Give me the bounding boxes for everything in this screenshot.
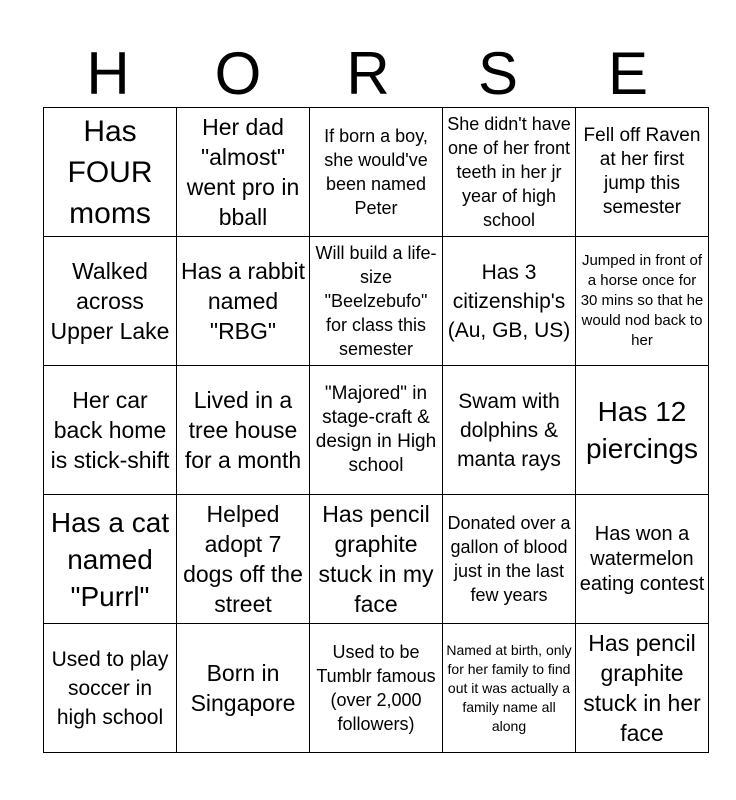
cell-text: Has 3 citizenship's (Au, GB, US) xyxy=(447,260,571,342)
bingo-cell xyxy=(576,108,709,237)
bingo-cell xyxy=(576,366,709,495)
header-letter-s: S xyxy=(477,40,519,107)
bingo-cell xyxy=(310,495,443,624)
cell-text: Used to be Tumblr famous (over 2,000 followers) xyxy=(316,642,436,734)
bingo-row-5 xyxy=(44,624,709,753)
cell-text: Has pencil graphite stuck in my face xyxy=(318,501,434,617)
cell-text: Used to play soccer in high school xyxy=(51,647,169,729)
bingo-cell xyxy=(310,237,443,366)
header-letter-h: H xyxy=(86,40,130,107)
cell-text: "Majored" in stage-craft & design in High school xyxy=(315,383,437,476)
bingo-row-2 xyxy=(44,237,709,366)
bingo-cell xyxy=(443,108,576,237)
bingo-card xyxy=(43,107,709,753)
cell-text: Fell off Raven at her first jump this semester xyxy=(583,125,701,218)
header-letter-o: O xyxy=(214,40,262,107)
bingo-cell xyxy=(44,495,177,624)
cell-text: Has a rabbit named "RBG" xyxy=(180,258,305,344)
bingo-cell xyxy=(177,624,310,753)
cell-text: Has FOUR moms xyxy=(67,114,153,230)
cell-text: Her dad "almost" went pro in bball xyxy=(186,114,300,230)
bingo-header xyxy=(43,40,693,108)
bingo-cell xyxy=(443,366,576,495)
bingo-cell xyxy=(44,624,177,753)
bingo-cell xyxy=(310,366,443,495)
bingo-row-1 xyxy=(44,108,709,237)
cell-text: Named at birth, only for her family to find out it was actually a family name all along xyxy=(446,641,572,734)
bingo-cell xyxy=(443,237,576,366)
bingo-cell xyxy=(576,624,709,753)
cell-text: Jumped in front of a horse once for 30 mins so that he would nod back to her xyxy=(580,252,704,349)
cell-text: If born a boy, she would've been named Peter xyxy=(324,126,428,218)
cell-text: Lived in a tree house for a month xyxy=(184,387,302,473)
header-letter-e: E xyxy=(607,40,649,107)
cell-text: Donated over a gallon of blood just in the last few years xyxy=(447,513,571,605)
bingo-cell xyxy=(44,366,177,495)
bingo-cell xyxy=(177,495,310,624)
bingo-cell xyxy=(44,237,177,366)
bingo-cell xyxy=(443,495,576,624)
header-letter-r: R xyxy=(346,40,390,107)
cell-text: Has 12 piercings xyxy=(585,396,699,464)
cell-text: Her car back home is stick-shift xyxy=(50,387,170,473)
bingo-cell xyxy=(177,366,310,495)
cell-text: She didn't have one of her front teeth in her jr year of high school xyxy=(447,114,571,230)
cell-text: Born in Singapore xyxy=(190,660,296,716)
cell-text: Will build a life-size "Beelzebufo" for class this semester xyxy=(315,243,437,359)
cell-text: Has won a watermelon eating contest xyxy=(579,522,705,595)
bingo-cell xyxy=(576,237,709,366)
cell-text: Has a cat named "Purrl" xyxy=(50,506,170,612)
bingo-row-3 xyxy=(44,366,709,495)
cell-text: Helped adopt 7 dogs off the street xyxy=(183,501,303,617)
bingo-cell xyxy=(177,237,310,366)
cell-text: Has pencil graphite stuck in her face xyxy=(583,630,701,746)
bingo-cell xyxy=(44,108,177,237)
bingo-cell xyxy=(576,495,709,624)
bingo-cell xyxy=(310,624,443,753)
bingo-cell xyxy=(177,108,310,237)
bingo-row-4 xyxy=(44,495,709,624)
cell-text: Walked across Upper Lake xyxy=(50,258,170,344)
bingo-cell xyxy=(310,108,443,237)
cell-text: Swam with dolphins & manta rays xyxy=(457,389,561,471)
bingo-cell xyxy=(443,624,576,753)
